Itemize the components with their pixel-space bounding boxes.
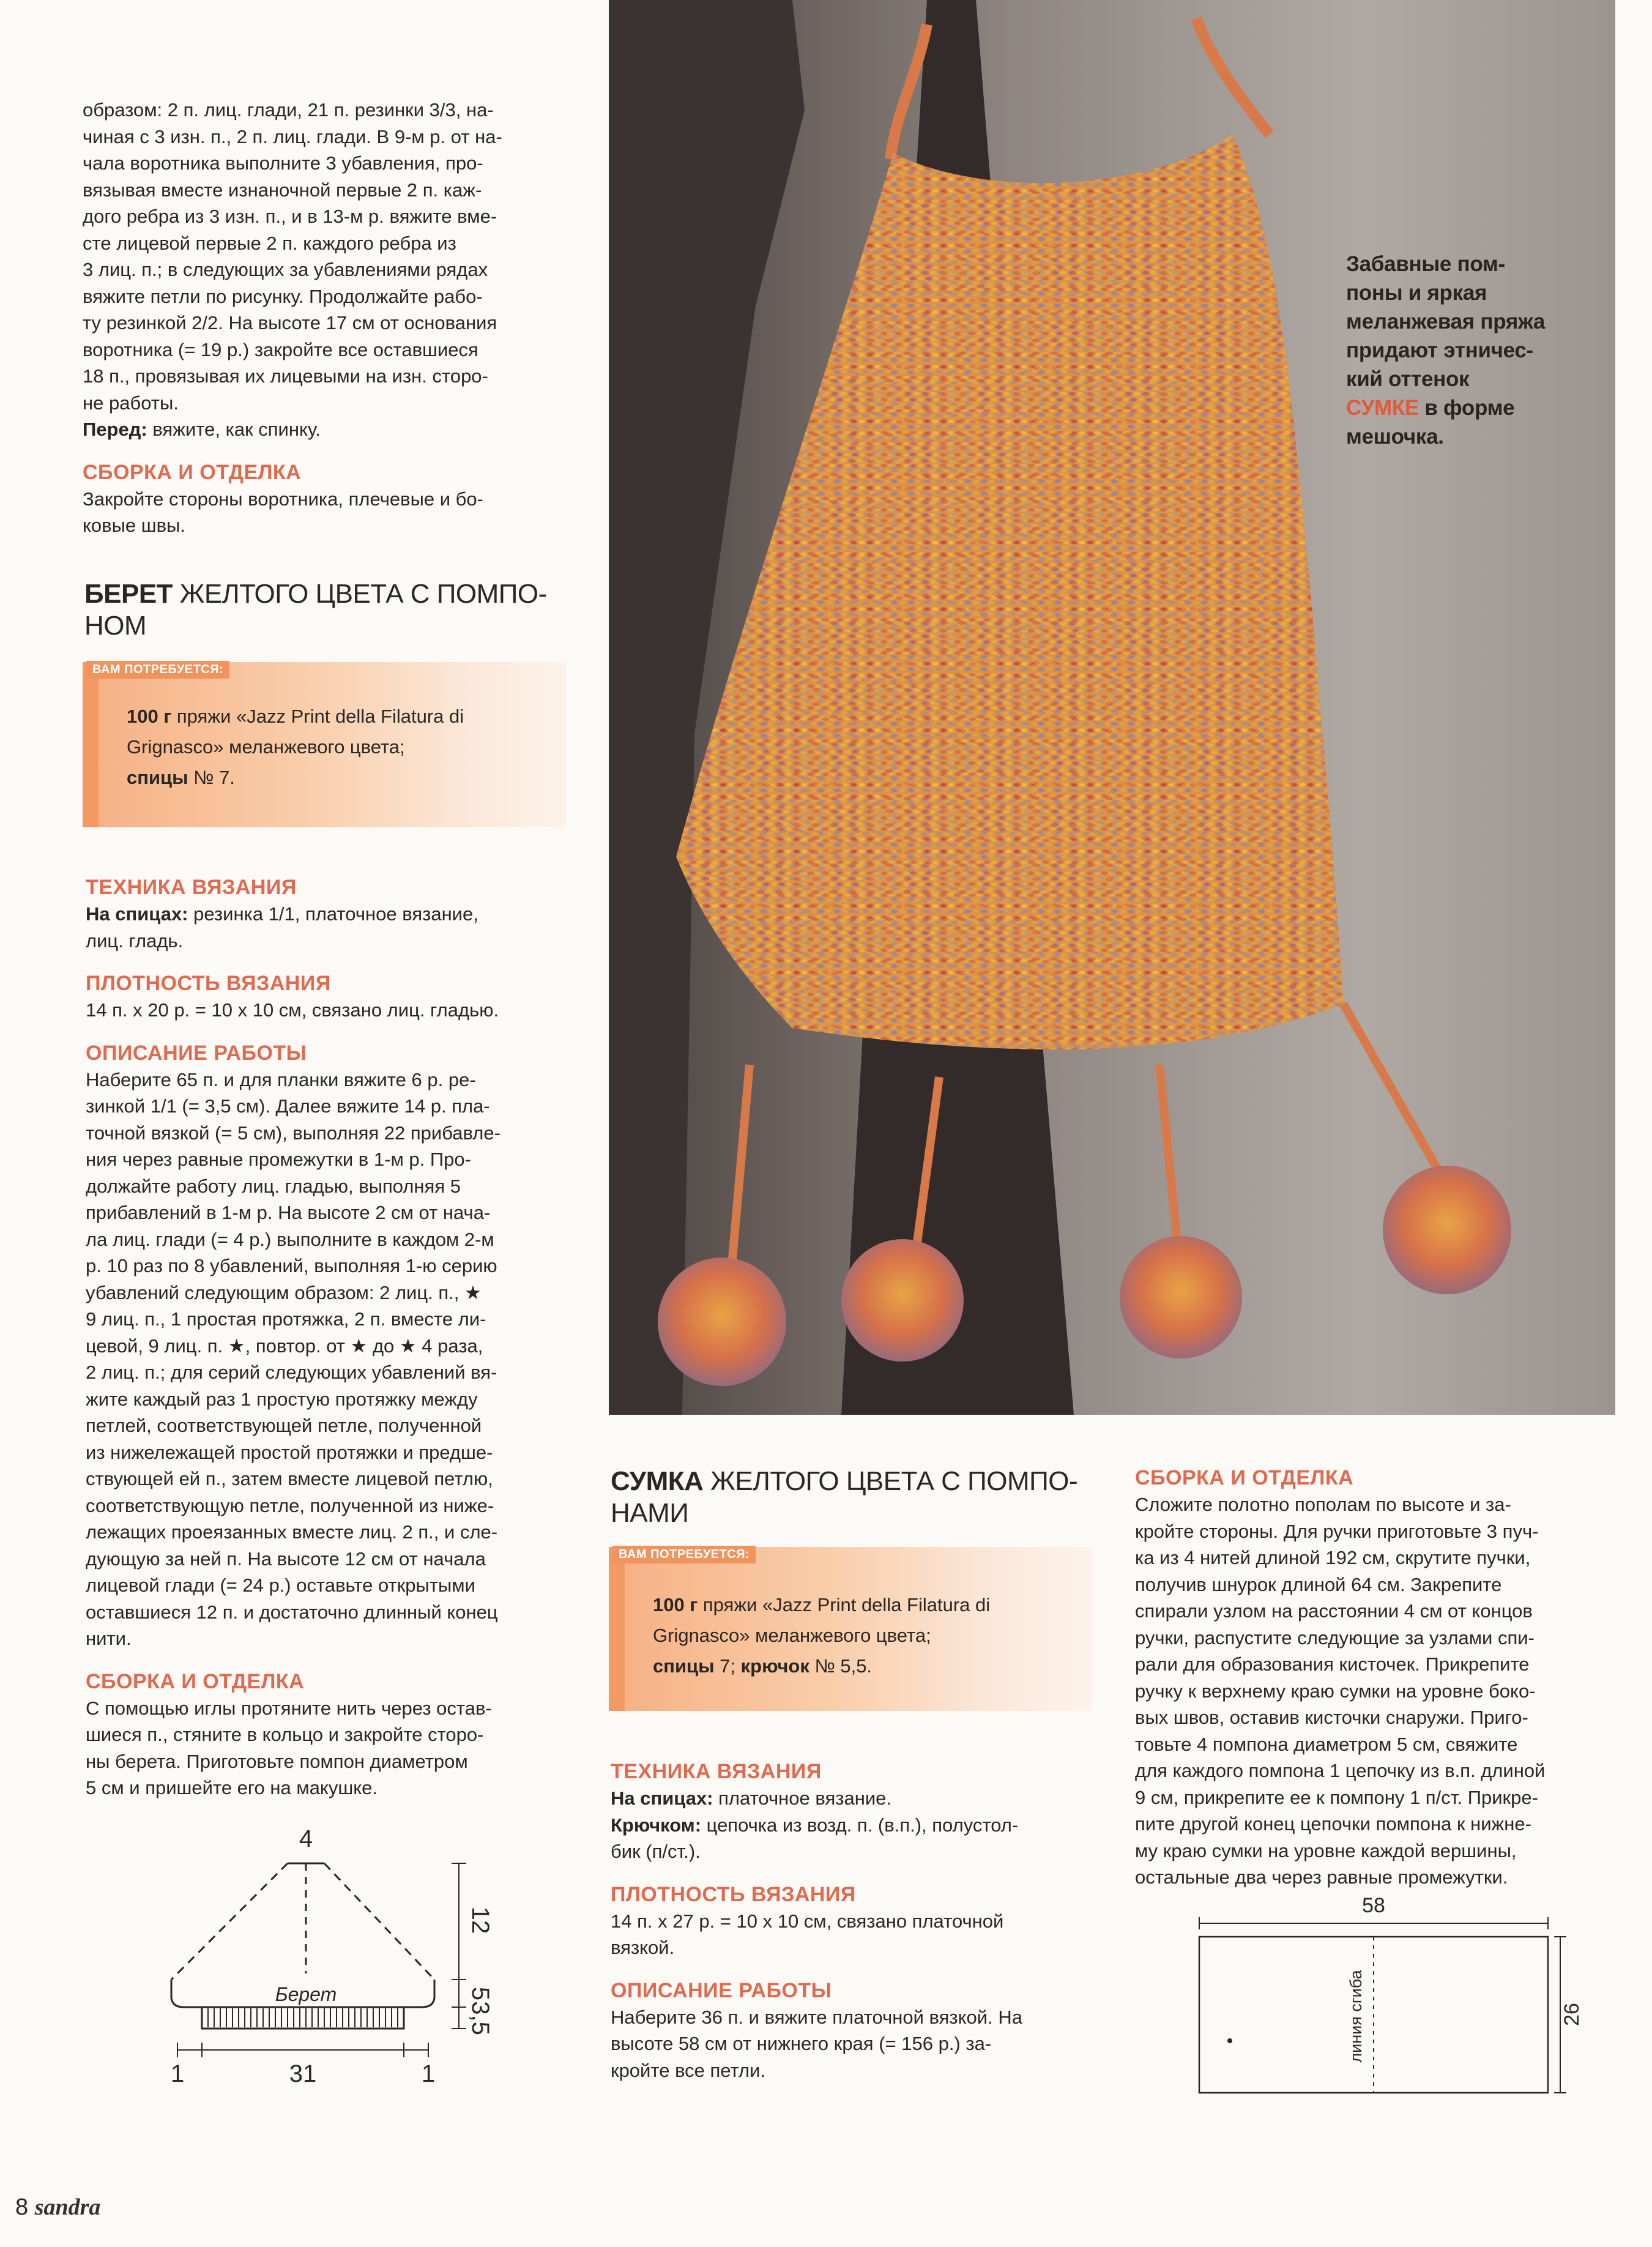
density-text: вязкой. <box>611 1937 675 1958</box>
magazine-brand: sandra <box>34 2194 101 2220</box>
pompom <box>841 1239 964 1362</box>
text-line: чала воротника выполните 3 убавления, про- <box>83 152 483 174</box>
text-line: дого ребра из 3 изн. п., и в 13-м р. вяжите вме- <box>83 206 497 227</box>
pompom <box>1383 1166 1511 1294</box>
beret-title-rest: ЖЕЛТОГО ЦВЕТА С ПОМПО- <box>173 579 547 609</box>
caption-highlight: СУМКЕ <box>1346 396 1419 420</box>
needs-amount: 100 г <box>127 706 172 727</box>
technique-line2: лиц. гладь. <box>86 930 184 952</box>
bag-title-line2: НАМИ <box>611 1498 689 1528</box>
text-line: шиеся п., стяните в кольцо и закройте сторо- <box>86 1724 484 1745</box>
text-line: 9 лиц. п., 1 простая протяжка, 2 п. вместе ли- <box>86 1308 486 1330</box>
beret-dim-right: 1 <box>421 2060 436 2087</box>
text-line: оставшиеся 12 п. и достаточно длинный конец <box>86 1601 498 1623</box>
bag-technique-heading: ТЕХНИКА ВЯЗАНИЯ <box>611 1760 822 1783</box>
assembly-heading: СБОРКА И ОТДЕЛКА <box>83 460 302 484</box>
density-text: 14 п. х 27 р. = 10 х 10 см, связано платочной <box>611 1910 1004 1932</box>
bag-description-paragraph <box>611 2004 1094 2084</box>
bag-title-bold: СУМКА <box>611 1466 704 1496</box>
beret-instructions <box>86 874 566 1802</box>
text-line: му краю сумки на уровне каждой вершины, <box>1135 1839 1517 1861</box>
text-line: товьте 4 помпона диаметром 5 см, свяжите <box>1135 1733 1518 1755</box>
technique-text: бик (п/ст.). <box>611 1841 701 1862</box>
page-number: 8 <box>15 2194 29 2220</box>
text-line: кройте стороны. Для ручки приготовьте 3 пуч- <box>1135 1520 1539 1542</box>
beret-dim-band: 3,5 <box>467 2001 494 2035</box>
text-line: ручку к верхнему краю сумки на уровне боко- <box>1135 1680 1536 1702</box>
description-heading: ОПИСАНИЕ РАБОТЫ <box>86 1041 307 1065</box>
text-line: цевой, 9 лиц. п. ★, повтор. от ★ до ★ 4 раза, <box>86 1335 483 1357</box>
text-line: точной вязкой (= 5 см), выполняя 22 прибавле- <box>86 1122 500 1144</box>
text-line: С помощью иглы протяните нить через остав- <box>86 1697 492 1719</box>
front-paragraph <box>83 416 566 443</box>
text-line: кройте все петли. <box>611 2059 766 2081</box>
text-line: прибавлений в 1-м р. На высоте 2 см от нача- <box>86 1202 491 1223</box>
text-line: дующую за ней п. На высоте 12 см от начала <box>86 1548 486 1570</box>
text-line: ния через равные промежутки в 1-м р. Про- <box>86 1149 471 1170</box>
photo-caption <box>1346 250 1615 451</box>
beret-needs-text <box>127 701 464 793</box>
text-line: должайте работу лиц. гладью, выполняя 5 <box>86 1175 461 1197</box>
text-line: лежащих проеязанных вместе лиц. 2 п., и сле- <box>86 1521 498 1543</box>
pompom-cord <box>731 1065 750 1273</box>
text-line: ту резинкой 2/2. На высоте 17 см от основания <box>83 312 497 334</box>
bag-illustration <box>609 0 1615 1415</box>
text-line: чиная с 3 изн. п., 2 п. лиц. глади. В 9-м р. от на- <box>83 125 502 147</box>
text-line: Наберите 65 п. и для планки вяжите 6 р. ре- <box>86 1068 476 1090</box>
needs-yarn: пряжи «Jazz Print della Filatura di <box>171 706 464 727</box>
beret-dim-width: 31 <box>289 2060 317 2087</box>
technique-text: цепочка из возд. п. (в.п.), полустол- <box>701 1814 1019 1836</box>
text-line: ковые швы. <box>83 515 185 536</box>
text-line: лицевой глади (= 24 р.) оставьте открытыми <box>86 1574 475 1596</box>
technique-line1 <box>86 901 566 928</box>
text-line: р. 10 раз по 8 убавлений, выполняя 1-ю серию <box>86 1255 497 1276</box>
left-column <box>83 97 566 539</box>
needs-needles: спицы <box>127 767 188 788</box>
needs-yarn-line2: Grignasco» меланжевого цвета; <box>127 736 405 758</box>
text-line: остальные два через равные промежутки. <box>1135 1866 1508 1888</box>
assembly2-paragraph <box>86 1695 566 1802</box>
text-line: ны берета. Приготовьте помпон диаметром <box>86 1750 468 1772</box>
text-line: получив шнурок длиной 64 см. Закрепите <box>1135 1573 1502 1595</box>
needs-yarn-line2: Grignasco» меланжевого цвета; <box>653 1625 931 1646</box>
description-paragraph <box>86 1067 566 1652</box>
fold-label: линия сгиба <box>1347 1970 1365 2063</box>
technique-bold: Крючком: <box>611 1814 702 1836</box>
beret-label: Берет <box>275 1983 337 2005</box>
text-line: ствующей ей п., затем вместе лицевой петлю, <box>86 1468 493 1489</box>
needs-hook: крючок <box>740 1655 809 1677</box>
text-line: петлей, соответствующей петле, полученной <box>86 1415 482 1436</box>
caption-line: кий оттенок <box>1346 367 1470 391</box>
needs-needles-size: 7; <box>714 1655 741 1677</box>
text-line: 3 лиц. п.; в следующих за убавлениями рядах <box>83 259 488 280</box>
text-line: зинкой 1/1 (= 3,5 см). Далее вяжите 14 р. пла- <box>86 1095 490 1117</box>
text-line: жите каждый раз 1 простую протяжку между <box>86 1388 478 1410</box>
text-line: образом: 2 п. лиц. глади, 21 п. резинки 3/3, на- <box>83 99 494 121</box>
technique-bold: На спицах: <box>86 903 188 925</box>
text-line: не работы. <box>83 392 179 414</box>
text-line: ка из 4 нитей длиной 192 см, скрутите пучки, <box>1135 1547 1531 1568</box>
text-line: вяжите петли по рисунку. Продолжайте рабо- <box>83 285 483 307</box>
bag-needs-box <box>609 1547 1092 1711</box>
text-line: 18 п., провязывая их лицевыми на изн. сторо- <box>83 365 488 387</box>
beret-needs-box <box>83 662 566 827</box>
beret-title-bold: БЕРЕТ <box>84 579 173 609</box>
needs-hook-size: № 5,5. <box>809 1655 873 1677</box>
text-line: рали для образования кисточек. Прикрепите <box>1135 1653 1530 1675</box>
bag-dot <box>1227 2038 1232 2043</box>
text-line: 2 лиц. п.; для серий следующих убавлений вя- <box>86 1362 497 1383</box>
text-line: 5 см и пришейте его на макушке. <box>86 1777 378 1798</box>
pompom-cord <box>1159 1065 1178 1248</box>
text-line: Закройте стороны воротника, плечевые и бо- <box>83 488 483 510</box>
beret-left-slope <box>171 1863 288 1980</box>
technique-heading: ТЕХНИКА ВЯЗАНИЯ <box>86 876 297 899</box>
pompom <box>1120 1236 1242 1358</box>
text-line: спирали узлом на расстоянии 4 см от концов <box>1135 1600 1533 1622</box>
assembly2-heading: СБОРКА И ОТДЕЛКА <box>86 1669 305 1693</box>
front-text: вяжите, как спинку. <box>147 419 321 440</box>
bag-density-heading: ПЛОТНОСТЬ ВЯЗАНИЯ <box>611 1882 856 1906</box>
beret-dim-height: 12 <box>467 1906 494 1934</box>
needs-amount: 100 г <box>653 1594 698 1615</box>
bag-title-rest: ЖЕЛТОГО ЦВЕТА С ПОМПО- <box>703 1466 1078 1496</box>
bag-assembly-heading: СБОРКА И ОТДЕЛКА <box>1135 1466 1354 1489</box>
bag-dim-height: 26 <box>1560 2003 1583 2026</box>
bag-title <box>611 1466 1100 1529</box>
text-line: ручки, распустите следующие за узлами спи- <box>1135 1627 1535 1649</box>
product-photo <box>609 0 1615 1415</box>
needs-needles: спицы <box>653 1655 715 1677</box>
text-line: вязывая вместе изнаночной первые 2 п. каж- <box>83 179 482 201</box>
text-line: вых швов, оставив кисточки снаружи. Приго- <box>1135 1707 1528 1728</box>
bag-assembly-paragraph <box>1135 1491 1615 1891</box>
beret-diagram <box>141 1817 520 2087</box>
text-line: Наберите 36 п. и вяжите платочной вязкой. На <box>611 2006 1022 2028</box>
pompom-cord <box>1343 1004 1441 1175</box>
text-line: нити. <box>86 1628 132 1649</box>
assembly-paragraph <box>83 486 566 539</box>
density-heading: ПЛОТНОСТЬ ВЯЗАНИЯ <box>86 972 331 995</box>
beret-right-slope <box>324 1863 434 1980</box>
page-footer <box>15 2194 100 2221</box>
bag-dim-width: 58 <box>1362 1894 1385 1917</box>
beret-dim-left: 1 <box>170 2060 185 2087</box>
bag-needs-text <box>653 1590 990 1682</box>
needs-label: ВАМ ПОТРЕБУЕТСЯ: <box>612 1546 756 1563</box>
density-text: 14 п. х 20 р. = 10 х 10 см, связано лиц. гладью. <box>86 999 499 1021</box>
needs-label: ВАМ ПОТРЕБУЕТСЯ: <box>86 661 229 679</box>
beret-dim-top: 4 <box>299 1825 313 1852</box>
caption-line: меланжевая пряжа <box>1346 310 1546 334</box>
front-label: Перед: <box>83 419 147 440</box>
beret-title-line2: НОМ <box>84 611 147 641</box>
technique-text: платочное вязание. <box>713 1787 891 1809</box>
text-line: Сложите полотно пополам по высоте и за- <box>1135 1494 1511 1515</box>
bag-diagram <box>1187 1888 1603 2108</box>
text-line: пите другой конец цепочки помпона к нижне- <box>1135 1813 1531 1835</box>
caption-line: Забавные пом- <box>1346 252 1505 276</box>
text-line: соответствующую петле, полученной из ниже- <box>86 1494 494 1516</box>
needs-strip <box>83 662 99 827</box>
caption-line: в форме <box>1418 396 1515 420</box>
intro-paragraph <box>83 97 566 416</box>
beret-title <box>84 578 574 642</box>
caption-line: мешочка. <box>1346 425 1444 449</box>
text-line: высоте 58 см от нижнего края (= 156 р.) за- <box>611 2033 992 2054</box>
text-line: воротника (= 19 р.) закройте все оставшиеся <box>83 338 478 360</box>
right-column <box>1135 1464 1615 1891</box>
text-line: ла лиц. глади (= 4 р.) выполните в каждом 2-м <box>86 1228 494 1250</box>
technique-bold: На спицах: <box>611 1787 713 1809</box>
text-line: убавлений следующим образом: 2 лиц. п., ★ <box>86 1281 482 1303</box>
text-line: для каждого помпона 1 цепочку из в.п. длиной <box>1135 1760 1546 1781</box>
bag-instructions <box>611 1758 1094 2084</box>
text-line: сте лицевой первые 2 п. каждого ребра из <box>83 232 456 254</box>
text-line: из нижележащей простой протяжки и предше- <box>86 1441 493 1463</box>
needs-needles-size: № 7. <box>188 767 235 788</box>
technique-text: резинка 1/1, платочное вязание, <box>188 903 478 925</box>
bag-description-heading: ОПИСАНИЕ РАБОТЫ <box>611 1978 832 2002</box>
bag-strap-right <box>1196 18 1270 135</box>
needs-strip <box>609 1547 625 1711</box>
caption-line: поны и яркая <box>1346 281 1487 305</box>
text-line: 9 см, прикрепите ее к помпону 1 п/ст. Прикре- <box>1135 1786 1538 1808</box>
needs-yarn: пряжи «Jazz Print della Filatura di <box>698 1594 991 1615</box>
caption-line: придают этничес- <box>1346 338 1533 362</box>
beret-dim-body: 5 <box>467 1986 494 2001</box>
pompom <box>658 1258 786 1386</box>
